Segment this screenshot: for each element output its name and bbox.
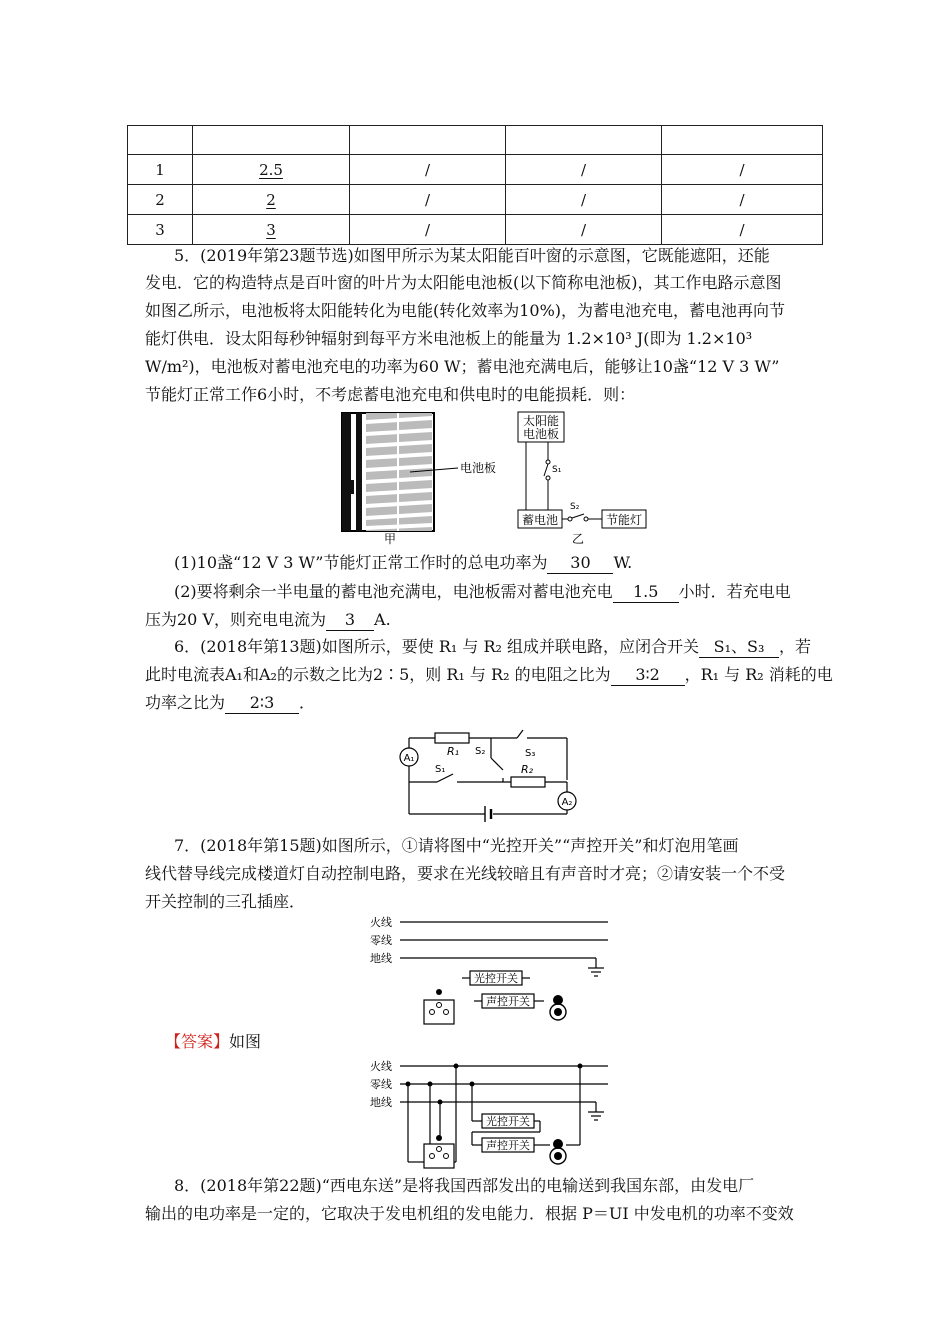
sound-switch-label: 声控开关 [486,995,530,1008]
q7-wiring-figure [368,914,618,1026]
table-row: 1 2.5 / / / [128,155,823,185]
figure-caption: 乙 [572,532,585,545]
panel-label: 电池板 [460,461,497,475]
answer-blank: S₁、S₃ [699,637,779,658]
q7-answer-figure [368,1058,618,1170]
ammeter-a1-label: A₁ [403,753,415,764]
switch-s2-label: S₂ [570,502,580,512]
ground-wire-label: 地线 [370,952,392,965]
table-row: 2 2 / / / [128,185,823,215]
q5-line: 节能灯正常工作6小时，不考虑蓄电池充电和供电时的电能损耗．则： [145,385,636,404]
q6-circuit-figure [395,718,595,828]
answer-blank: 3 [326,610,374,631]
answer-value: 2 [266,190,276,209]
q5-line: 能灯供电．设太阳每秒钟辐射到每平方米电池板上的能量为 1.2×10³ J(即为 1.2×10³ [145,329,753,348]
q8-line: 8．(2018年第22题)“西电东送”是将我国西部发出的电输送到我国东部，由发电厂 [174,1176,755,1195]
q5-line: 如图乙所示，电池板将太阳能转化为电能(转化效率为10%)，为蓄电池充电，蓄电池再向节 [145,301,786,320]
answer-value: 2.5 [259,160,283,179]
q6-line: 6．(2018年第13题)如图所示，要使 R₁ 与 R₂ 组成并联电路，应闭合开关 S₁、S₃ ，若 [174,637,812,656]
q6-line: 此时电流表A₁和A₂的示数之比为2∶5，则 R₁ 与 R₂ 的电阻之比为 3∶2 ，R₁ 与 R₂ 消耗的电 [145,665,833,684]
q5-line: W/m²)，电池板对蓄电池充电的功率为60 W；蓄电池充满电后，能够让10盏“12 V 3 W” [145,357,780,376]
answer-table [127,125,823,245]
sound-switch-label: 声控开关 [486,1139,530,1152]
figure-yi-circuit [510,410,660,545]
q7-line: 7．(2018年第15题)如图所示，①请将图中“光控开关”“声控开关”和灯泡用笔画 [174,836,739,855]
q8-line: 输出的电功率是一定的，它取决于发电机组的发电能力．根据 P＝UI 中发电机的功率不变效 [145,1204,794,1223]
ground-wire-label: 地线 [370,1096,392,1109]
figure-caption: 甲 [384,532,397,545]
q5-line: 5．(2019年第23题节选)如图甲所示为某太阳能百叶窗的示意图，它既能遮阳，还能 [174,246,770,265]
light-switch-label: 光控开关 [474,972,518,985]
live-wire-label: 火线 [370,916,392,929]
switch-s1-label: S₁ [435,764,446,775]
table-row: 3 3 / / / [128,215,823,245]
solar-panel-label: 太阳能 [522,414,560,428]
switch-s3-label: S₃ [525,748,536,759]
answer-tag: 【答案】 [165,1032,230,1051]
q5-part2: (2)要将剩余一半电量的蓄电池充满电，电池板需对蓄电池充电 1.5 小时．若充电电 [174,582,791,601]
live-wire-label: 火线 [370,1060,392,1073]
neutral-wire-label: 零线 [370,934,392,947]
lamp-label: 节能灯 [605,513,643,527]
answer-blank: 3∶2 [611,665,685,686]
q5-part1: (1)10盏“12 V 3 W”节能灯正常工作时的总电功率为 30 W. [174,553,633,572]
q5-part3: 压为20 V，则充电电流为 3 A. [145,610,391,629]
resistor-r1-label: R₁ [447,745,460,758]
light-switch-label: 光控开关 [486,1115,530,1128]
neutral-wire-label: 零线 [370,1078,392,1091]
answer-blank: 1.5 [613,582,679,603]
q7-line: 线代替导线完成楼道灯自动控制电路，要求在光线较暗且有声音时才亮；②请安装一个不受 [145,864,786,883]
solar-panel-label: 电池板 [522,427,560,441]
figure-jia-blinds [340,410,510,545]
answer-value: 3 [266,220,276,239]
resistor-r2-label: R₂ [521,763,534,776]
answer-blank: 2∶3 [225,693,299,714]
q7-line: 开关控制的三孔插座． [145,892,306,911]
q6-line: 功率之比为 2∶3 ． [145,693,316,712]
q5-line: 发电．它的构造特点是百叶窗的叶片为太阳能电池板(以下简称电池板)，其工作电路示意图 [145,273,782,292]
battery-label: 蓄电池 [521,513,559,527]
ammeter-a2-label: A₂ [561,797,573,808]
switch-s2-label: S₂ [475,746,486,757]
answer-blank: 30 [547,553,613,574]
table-header-row [128,126,823,155]
q7-answer: 【答案】如图 [165,1032,262,1051]
switch-s1-label: S₁ [552,465,562,475]
